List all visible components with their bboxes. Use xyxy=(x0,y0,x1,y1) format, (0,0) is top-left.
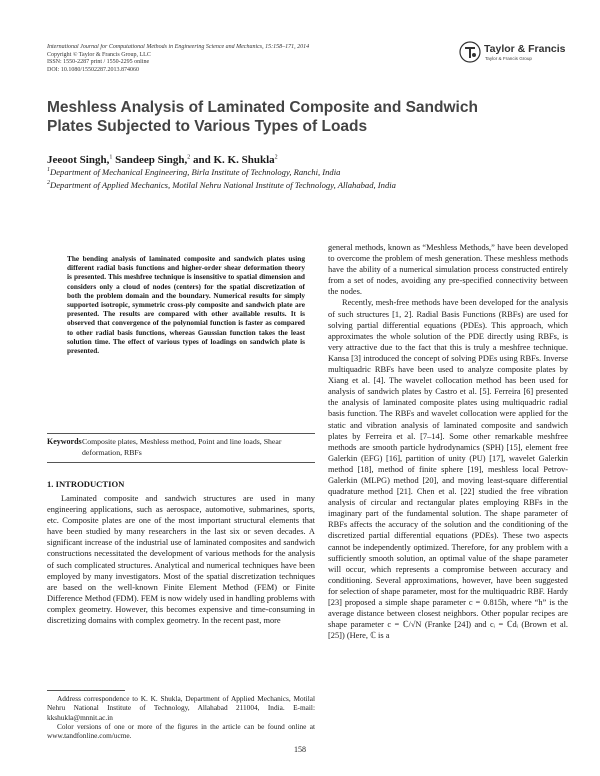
author-2-affil-mark: 2 xyxy=(187,154,191,161)
keywords-list: Composite plates, Meshless method, Point and line loads, Shear deformation, RBFs xyxy=(82,437,282,457)
correspondence-footnote: Address correspondence to K. K. Shukla, Department of Applied Mechanics, Motilal Nehru National Institute of Technology, Allahabad 211004, India. E-mail: kkshukla@mnnit.ac.in xyxy=(47,694,315,722)
right-paragraph-1: general methods, known as “Meshless Methods,” have been developed to overcome the problem of mesh generation. These meshless methods have the ability of a numerical simulation process constructed entirely from a set of nodes, avoiding any pre-specified connectivity between the nodes. xyxy=(328,243,568,297)
footnotes xyxy=(47,694,315,740)
affiliation-2-text: Department of Applied Mechanics, Motilal Nehru National Institute of Technology, Allahabad, India xyxy=(50,180,396,190)
author-1-affil-mark: 1 xyxy=(109,154,113,161)
title-line-1: Meshless Analysis of Laminated Composite and Sandwich xyxy=(47,99,478,116)
journal-name: International Journal for Computational Methods in Engineering Science and Mechanics, 15:158–171, 2014 xyxy=(47,44,310,50)
author-1: Jeeoot Singh, xyxy=(47,154,110,166)
right-column-body xyxy=(328,242,568,641)
affiliation-1-text: Department of Mechanical Engineering, Birla Institute of Technology, Ranchi, India xyxy=(50,167,341,177)
affiliation-1 xyxy=(47,167,567,177)
color-figures-footnote: Color versions of one or more of the figures in the article can be found online at www.tandfonline.com/ucme. xyxy=(47,721,315,741)
intro-paragraph: Laminated composite and sandwich structures are used in many engineering applications, such as aerospace, automotive, submarines, sports, etc. Composite plates are one of the most important structural elements that have been studied by many researchers in the last six or seven decades. A significant increase of the industrial use of laminated composites and sandwich constructions necessitated the development of various methods for the analysis of such complicated structures. Analytical and numerical techniques have been employed by many investigators. Most of the spatial discretization techniques are based on the well-known Finite Element Method (FEM) or Finite Difference Method (FDM). FEM is now widely used in handling problems with complex geometry. However, this becomes expensive and time-consuming in discretizing domains with complex geometry. In the recent past, more xyxy=(47,494,315,626)
keywords-label: Keywords xyxy=(47,437,82,446)
publisher-name: Taylor & Francis xyxy=(484,43,566,55)
page-number: 158 xyxy=(294,745,306,754)
journal-issn: ISSN: 1550-2287 print / 1550-2295 online xyxy=(47,59,150,66)
affiliation-1-mark: 1 xyxy=(47,167,50,174)
keywords-bottom-rule xyxy=(47,462,315,463)
title-line-2: Plates Subjected to Various Types of Loads xyxy=(47,118,368,135)
affiliation-2-mark: 2 xyxy=(47,180,50,187)
publisher-tagline: Taylor & Francis Group xyxy=(485,56,532,61)
affiliation-2 xyxy=(47,180,567,190)
abstract: The bending analysis of laminated composite and sandwich plates using different radial basis functions and higher-order shear deformation theory is presented. This meshfree technique is insensitive to spatial dimension and considers only a cloud of nodes (centers) for the spatial discretization of both the problem domain and the boundary. Numerical results for simply supported isotropic, symmetric cross-ply composite and sandwich plate are presented. The results are compared with other available results. It is observed that convergence of the polynomial function is faster as compared to other radial basis functions, whereas Gaussian function takes the least solution time. The effect of various types of loadings on sandwich plate is presented. xyxy=(67,254,305,356)
footnote-rule xyxy=(47,690,125,691)
paper-title xyxy=(47,98,517,136)
left-column-body xyxy=(47,493,315,626)
author-2: Sandeep Singh, xyxy=(112,154,188,166)
section-heading-introduction: 1. INTRODUCTION xyxy=(47,479,125,489)
journal-metadata xyxy=(47,44,427,74)
author-3: and K. K. Shukla xyxy=(190,154,275,166)
keywords-top-rule xyxy=(47,433,315,434)
author-list xyxy=(47,154,278,166)
journal-copyright: Copyright © Taylor & Francis Group, LLC xyxy=(47,51,151,58)
publisher-logo xyxy=(459,40,569,66)
journal-doi: DOI: 10.1080/15502287.2013.874060 xyxy=(47,66,139,73)
taylor-francis-logo-icon xyxy=(459,41,481,63)
right-paragraph-2: Recently, mesh-free methods have been developed for the analysis of such structures [1, 2]. Radial Basis Functions (RBFs) are used for solving partial differential equations (PDEs). This approach, which approximates the whole solution of the PDE directly using RBFs, is very attractive due to the fact that this is truly a meshfree technique. Kansa [3] introduced the concept of solving PDEs using RBFs. Inverse multiquadric RBFs have been used to analyze composite plates by Xiang et al. [4]. The wavelet collocation method has been used for analysis of sandwich plates by Castro et al. [5]. Ferreira [6] presented the analysis of laminated composite plates using multiquadric radial basis function. The RBFs and wavelet collocation were applied for the static and vibration analysis of laminated composite and sandwich plates by Ferreira et al. [7–14]. Some other remarkable meshfree methods are smooth particle hydrodynamics (SPH) [15], element free Galerkin (EFG) [16], partition of unity (PU) [17], wavelet Galerkin method [18], method of finite sphere [19], meshless local Petrov-Galerkin (MLPG) method [20], and moving least-square differential quadrature method [21]. Chen et al. [22] studied the free vibration analysis of circular and rectangular plates employing RBFs in the imaginary part of the fundamental solution. The shape parameter of RBFs affects the accuracy of the solution and the conditioning of the discretized partial differential equations (PDEs). These two aspects cannot be independently optimized. Therefore, for any problem with a sufficiently smooth solution, an optimal value of the shape parameter will occur, which represents a compromise between accuracy and conditioning. Several approximations, however, have been suggested for selection of shape parameter, most for the multiquadric RBF. Hardy [23] proposed a simple shape parameter c = 0.815h, where “h” is the average distance between closest neighbors. Other popular recipes are shape parameter c = ℂ/√N (Franke [24]) and cᵢ = ℂdᵢ (Brown et al. [25]) (Here, ℂ is a xyxy=(328,298,568,641)
author-3-affil-mark: 2 xyxy=(274,154,278,161)
